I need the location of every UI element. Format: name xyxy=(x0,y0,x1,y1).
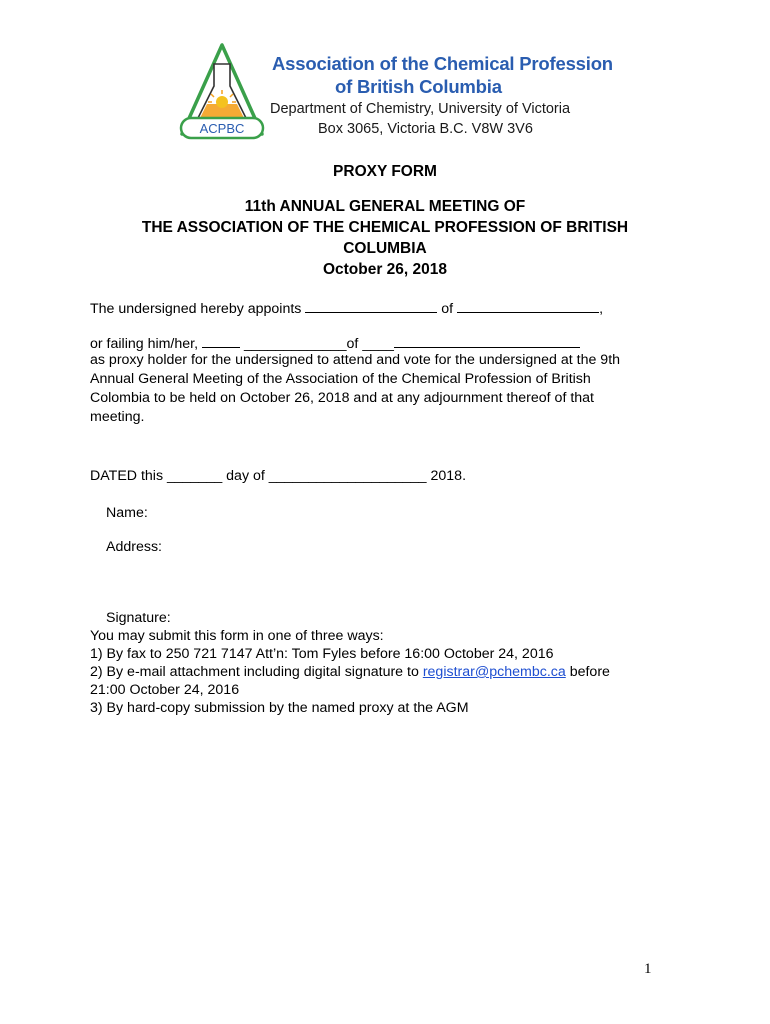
appoint-line xyxy=(90,298,603,319)
department-text: Department of Chemistry, University of Victoria xyxy=(270,101,571,117)
meeting-title-line1: 11th ANNUAL GENERAL MEETING OF xyxy=(244,198,526,215)
address-text: Box 3065, Victoria B.C. V8W 3V6 xyxy=(318,121,533,137)
signature-label: Signature: xyxy=(106,610,171,626)
address-label: Address: xyxy=(106,539,162,555)
proxy-text-line4: meeting. xyxy=(90,409,145,425)
org-name-line1: Association of the Chemical Profession xyxy=(272,53,613,74)
proxy-text-line2: Annual General Meeting of the Association of the Chemical Profession of British xyxy=(90,371,591,387)
option-hardcopy: 3) By hard-copy submission by the named proxy at the AGM xyxy=(90,700,469,716)
alternate-name-field[interactable] xyxy=(202,333,240,348)
meeting-title-line2: THE ASSOCIATION OF THE CHEMICAL PROFESSION OF BRITISH xyxy=(141,219,629,236)
proxy-text-line3: Colombia to be held on October 26, 2018 and at any adjournment thereof of that xyxy=(90,390,594,406)
org-name-line2: of British Columbia xyxy=(335,76,502,97)
option-email-suffix: before xyxy=(569,664,610,680)
failing-blank: ____ xyxy=(362,336,394,352)
acpbc-logo-icon xyxy=(178,42,270,142)
page-number: 1 xyxy=(644,961,652,977)
alternate-location-field[interactable] xyxy=(394,333,580,348)
appoint-suffix: , xyxy=(599,301,604,317)
option-fax: 1) By fax to 250 721 7147 Att’n: Tom Fyles before 16:00 October 24, 2016 xyxy=(90,646,554,662)
form-title: PROXY FORM xyxy=(333,163,437,180)
option-email-prefix: 2) By e-mail attachment including digital signature to xyxy=(90,664,419,680)
option-email-line1 xyxy=(90,663,610,682)
appoint-prefix: The undersigned hereby appoints xyxy=(90,301,302,317)
option-email-line2: 21:00 October 24, 2016 xyxy=(90,682,240,698)
appoint-of-label: of xyxy=(441,301,454,317)
name-label: Name: xyxy=(106,505,148,521)
submit-intro: You may submit this form in one of three ways: xyxy=(90,628,384,644)
appointee-location-field[interactable] xyxy=(457,298,599,313)
logo-text: ACPBC xyxy=(199,121,245,136)
dated-line[interactable]: DATED this _______ day of ____________________ 2018. xyxy=(90,468,467,484)
appointee-name-field[interactable] xyxy=(305,298,437,313)
meeting-title-line3: COLUMBIA xyxy=(343,240,427,257)
failing-prefix: or failing him/her, xyxy=(90,336,199,352)
registrar-email-link[interactable]: registrar@pchembc.ca xyxy=(422,664,566,680)
meeting-date: October 26, 2018 xyxy=(322,261,448,278)
proxy-text-line1: as proxy holder for the undersigned to attend and vote for the undersigned at the 9th xyxy=(90,352,621,368)
failing-mid: _____________of xyxy=(243,336,359,352)
